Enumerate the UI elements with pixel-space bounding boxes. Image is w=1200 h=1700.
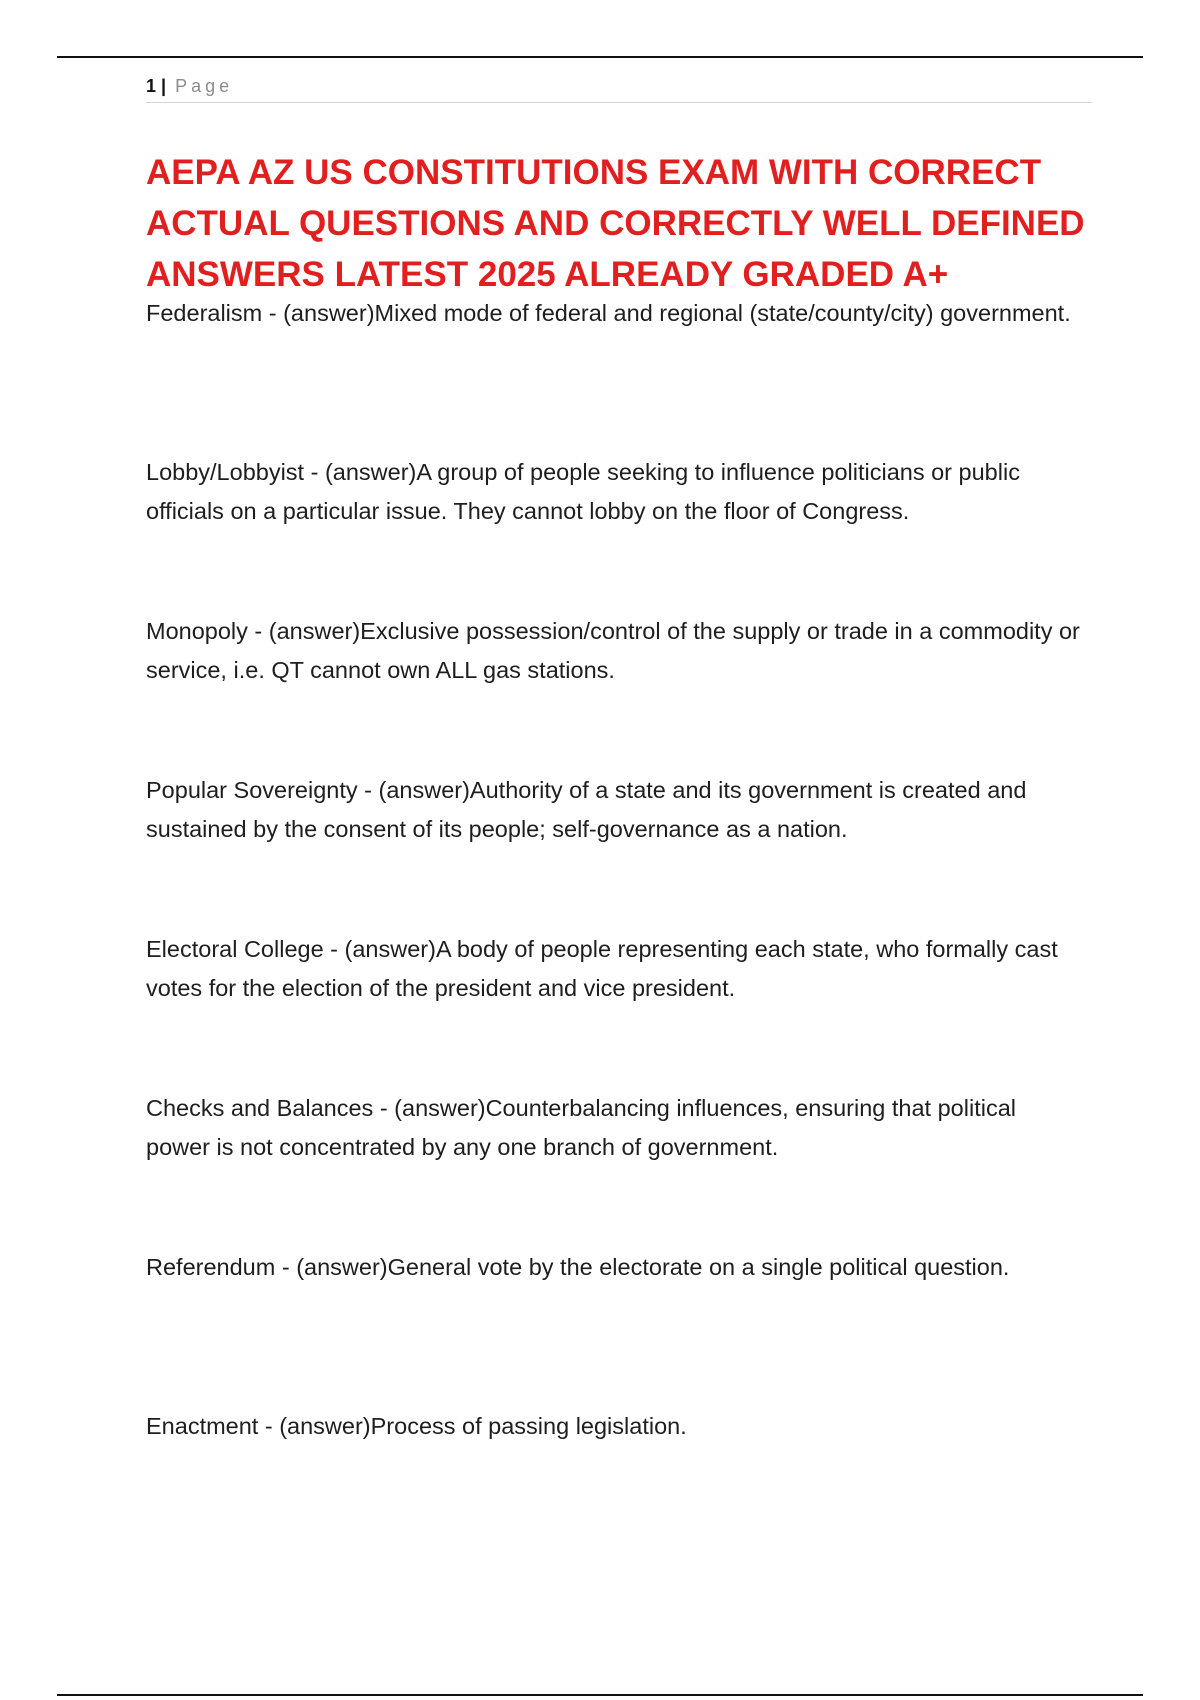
term-entry-federalism: Federalism - (answer)Mixed mode of federal and regional (state/county/city) government.: [146, 300, 1071, 326]
term-list: [146, 294, 1086, 1528]
page-separator: |: [161, 76, 167, 96]
term-entry-checks-and-balances: Checks and Balances - (answer)Counterbalancing influences, ensuring that political power is not concentrated by any one branch of government.: [146, 1095, 1016, 1160]
page-label: Page: [175, 76, 234, 96]
page-number: 1: [146, 76, 157, 96]
term-entry-popular-sovereignty: Popular Sovereignty - (answer)Authority of a state and its government is created and sustained by the consent of its people; self-governance as a nation.: [146, 777, 1027, 842]
term-entry-referendum: Referendum - (answer)General vote by the electorate on a single political question.: [146, 1254, 1010, 1280]
term-entry-monopoly: Monopoly - (answer)Exclusive possession/control of the supply or trade in a commodity or service, i.e. QT cannot own ALL gas stations.: [146, 618, 1080, 683]
term-entry-lobbyist: Lobby/Lobbyist - (answer)A group of people seeking to influence politicians or public officials on a particular issue. They cannot lobby on the floor of Congress.: [146, 459, 1020, 524]
term-entry-electoral-college: Electoral College - (answer)A body of people representing each state, who formally cast votes for the election of the president and vice president.: [146, 936, 1058, 1001]
bottom-rule: [57, 1694, 1143, 1696]
top-rule: [57, 56, 1143, 58]
term-entry-enactment: Enactment - (answer)Process of passing legislation.: [146, 1413, 687, 1439]
page-header: [146, 74, 1092, 103]
document-title: AEPA AZ US CONSTITUTIONS EXAM WITH CORRECT ACTUAL QUESTIONS AND CORRECTLY WELL DEFINED ANSWERS LATEST 2025 ALREADY GRADED A+: [146, 153, 1085, 294]
